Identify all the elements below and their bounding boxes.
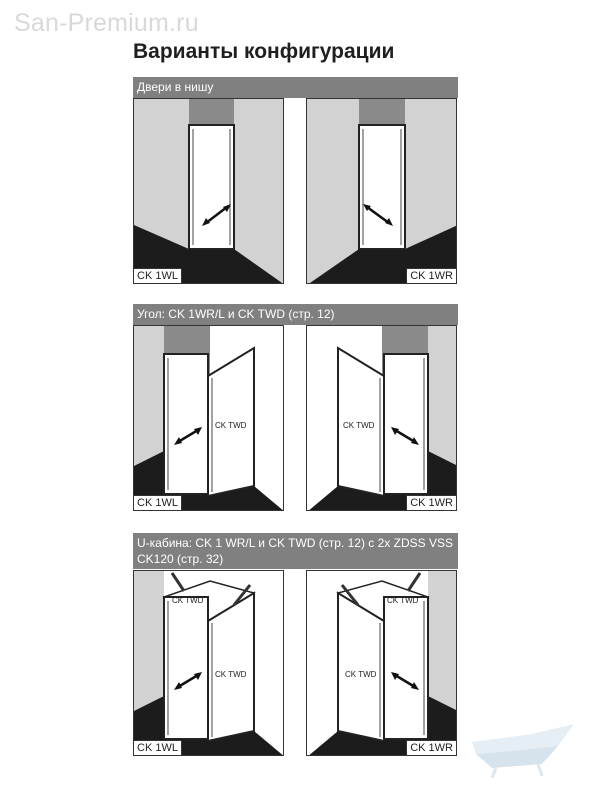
u-cabin-right-illustration <box>307 571 457 756</box>
niche-left-illustration <box>134 99 284 284</box>
diagram-corner-right <box>306 325 457 511</box>
top-panel-label: CK TWD <box>387 596 419 605</box>
panel-caption: CK 1WR <box>406 495 456 510</box>
diagram-u-cabin-right <box>306 570 457 756</box>
side-panel-label: CK TWD <box>215 421 247 430</box>
diagram-corner-left <box>133 325 284 511</box>
section-header-u-cabin: U-кабина: CK 1 WR/L и CK TWD (стр. 12) с 2x ZDSS VSS CK120 (стр. 32) <box>133 533 458 569</box>
side-panel-label: CK TWD <box>343 421 375 430</box>
diagram-niche-left <box>133 98 284 284</box>
panel-caption: CK 1WL <box>134 740 182 755</box>
panel-caption: CK 1WR <box>406 740 456 755</box>
corner-right-illustration <box>307 326 457 511</box>
top-panel-label: CK TWD <box>172 596 204 605</box>
section-header-corner: Угол: CK 1WR/L и CK TWD (стр. 12) <box>133 304 458 325</box>
u-cabin-left-illustration <box>134 571 284 756</box>
diagram-niche-right <box>306 98 457 284</box>
panel-caption: CK 1WL <box>134 495 182 510</box>
panel-caption: CK 1WL <box>134 268 182 283</box>
site-watermark: San-Premium.ru <box>14 9 199 37</box>
niche-right-illustration <box>307 99 457 284</box>
bathtub-logo-icon <box>462 720 582 780</box>
side-panel-label: CK TWD <box>345 670 377 679</box>
section-header-niche: Двери в нишу <box>133 77 458 98</box>
panel-caption: CK 1WR <box>406 268 456 283</box>
corner-left-illustration <box>134 326 284 511</box>
diagram-u-cabin-left <box>133 570 284 756</box>
page-title: Варианты конфигурации <box>133 40 395 63</box>
side-panel-label: CK TWD <box>215 670 247 679</box>
